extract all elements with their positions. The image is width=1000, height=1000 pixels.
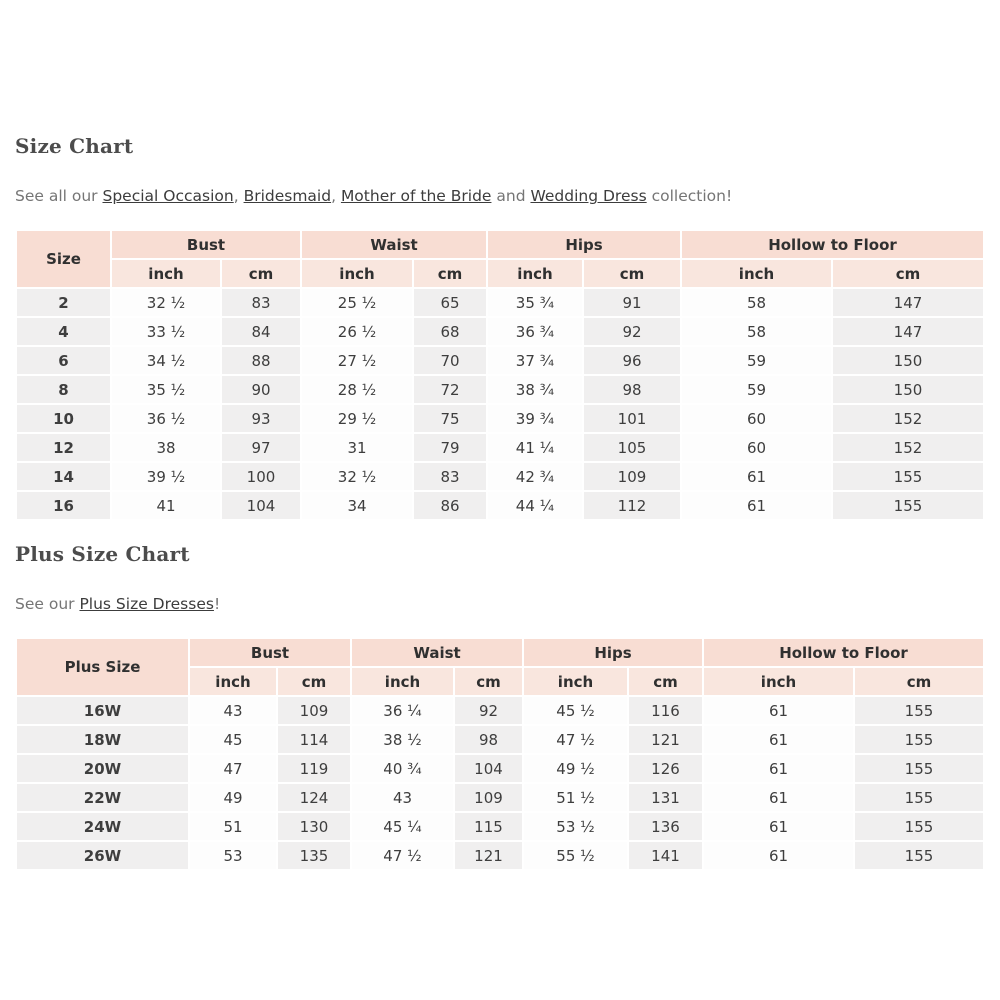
- header-waist-inch: inch: [352, 668, 453, 695]
- measurement-cell: 32 ½: [112, 289, 220, 316]
- table-row: [17, 813, 983, 840]
- measurement-cell: 93: [222, 405, 300, 432]
- measurement-cell: 49: [190, 784, 276, 811]
- header-waist: Waist: [352, 639, 522, 666]
- measurement-cell: 45 ½: [524, 697, 627, 724]
- header-hips: Hips: [488, 231, 680, 258]
- measurement-cell: 61: [682, 463, 831, 490]
- measurement-cell: 38 ¾: [488, 376, 582, 403]
- measurement-cell: 31: [302, 434, 412, 461]
- header-bust-inch: inch: [190, 668, 276, 695]
- header-bust-inch: inch: [112, 260, 220, 287]
- intro-text: collection!: [646, 187, 733, 205]
- measurement-cell: 75: [414, 405, 486, 432]
- measurement-cell: 59: [682, 347, 831, 374]
- header-size: Size: [17, 231, 110, 287]
- header-htf-inch: inch: [682, 260, 831, 287]
- size-chart-table: [15, 229, 985, 521]
- link-mother-of-the-bride[interactable]: Mother of the Bride: [340, 187, 492, 205]
- measurement-cell: 39 ¾: [488, 405, 582, 432]
- header-plus-size: Plus Size: [17, 639, 188, 695]
- measurement-cell: 109: [455, 784, 522, 811]
- measurement-cell: 100: [222, 463, 300, 490]
- header-hips-cm: cm: [629, 668, 702, 695]
- measurement-cell: 155: [833, 492, 983, 519]
- measurement-cell: 119: [278, 755, 350, 782]
- measurement-cell: 51 ½: [524, 784, 627, 811]
- measurement-cell: 98: [584, 376, 680, 403]
- measurement-cell: 45: [190, 726, 276, 753]
- measurement-cell: 72: [414, 376, 486, 403]
- measurement-cell: 53 ½: [524, 813, 627, 840]
- header-htf-cm: cm: [855, 668, 983, 695]
- row-size-label: 14: [17, 463, 110, 490]
- measurement-cell: 114: [278, 726, 350, 753]
- measurement-cell: 61: [704, 842, 853, 869]
- header-htf-cm: cm: [833, 260, 983, 287]
- measurement-cell: 155: [855, 697, 983, 724]
- intro-text: !: [213, 595, 221, 613]
- table-row: [17, 842, 983, 869]
- measurement-cell: 43: [352, 784, 453, 811]
- measurement-cell: 109: [584, 463, 680, 490]
- measurement-cell: 121: [455, 842, 522, 869]
- measurement-cell: 27 ½: [302, 347, 412, 374]
- measurement-cell: 135: [278, 842, 350, 869]
- measurement-cell: 55 ½: [524, 842, 627, 869]
- header-hollow-to-floor: Hollow to Floor: [682, 231, 983, 258]
- header-bust: Bust: [112, 231, 300, 258]
- measurement-cell: 29 ½: [302, 405, 412, 432]
- table-row: [17, 347, 983, 374]
- measurement-cell: 101: [584, 405, 680, 432]
- measurement-cell: 26 ½: [302, 318, 412, 345]
- measurement-cell: 39 ½: [112, 463, 220, 490]
- measurement-cell: 105: [584, 434, 680, 461]
- measurement-cell: 150: [833, 376, 983, 403]
- row-size-label: 20W: [17, 755, 188, 782]
- measurement-cell: 147: [833, 318, 983, 345]
- measurement-cell: 83: [222, 289, 300, 316]
- measurement-cell: 155: [855, 755, 983, 782]
- measurement-cell: 79: [414, 434, 486, 461]
- measurement-cell: 53: [190, 842, 276, 869]
- measurement-cell: 61: [704, 813, 853, 840]
- header-waist-cm: cm: [414, 260, 486, 287]
- measurement-cell: 47 ½: [352, 842, 453, 869]
- measurement-cell: 97: [222, 434, 300, 461]
- measurement-cell: 41 ¼: [488, 434, 582, 461]
- row-size-label: 2: [17, 289, 110, 316]
- measurement-cell: 155: [855, 726, 983, 753]
- link-wedding-dress[interactable]: Wedding Dress: [530, 187, 647, 205]
- row-size-label: 18W: [17, 726, 188, 753]
- row-size-label: 26W: [17, 842, 188, 869]
- table-row: [17, 289, 983, 316]
- table-row: [17, 376, 983, 403]
- measurement-cell: 59: [682, 376, 831, 403]
- measurement-cell: 90: [222, 376, 300, 403]
- measurement-cell: 35 ½: [112, 376, 220, 403]
- measurement-cell: 37 ¾: [488, 347, 582, 374]
- measurement-cell: 131: [629, 784, 702, 811]
- header-hips-inch: inch: [524, 668, 627, 695]
- header-hips-cm: cm: [584, 260, 680, 287]
- measurement-cell: 130: [278, 813, 350, 840]
- intro-text: See our: [15, 595, 80, 613]
- measurement-cell: 155: [855, 784, 983, 811]
- plus-size-chart-intro: [15, 595, 985, 614]
- table-row: [17, 463, 983, 490]
- measurement-cell: 42 ¾: [488, 463, 582, 490]
- measurement-cell: 47 ½: [524, 726, 627, 753]
- table-row: [17, 726, 983, 753]
- measurement-cell: 155: [833, 463, 983, 490]
- table-row: [17, 755, 983, 782]
- measurement-cell: 61: [704, 755, 853, 782]
- measurement-cell: 141: [629, 842, 702, 869]
- measurement-cell: 96: [584, 347, 680, 374]
- link-plus-size-dresses[interactable]: Plus Size Dresses: [79, 595, 214, 613]
- measurement-cell: 61: [704, 726, 853, 753]
- measurement-cell: 88: [222, 347, 300, 374]
- intro-text: ,: [233, 187, 244, 205]
- measurement-cell: 152: [833, 434, 983, 461]
- measurement-cell: 61: [682, 492, 831, 519]
- table-group-header-row: [17, 231, 983, 258]
- measurement-cell: 84: [222, 318, 300, 345]
- measurement-cell: 83: [414, 463, 486, 490]
- measurement-cell: 147: [833, 289, 983, 316]
- measurement-cell: 86: [414, 492, 486, 519]
- header-bust: Bust: [190, 639, 350, 666]
- measurement-cell: 58: [682, 318, 831, 345]
- row-size-label: 16W: [17, 697, 188, 724]
- measurement-cell: 28 ½: [302, 376, 412, 403]
- measurement-cell: 65: [414, 289, 486, 316]
- row-size-label: 4: [17, 318, 110, 345]
- measurement-cell: 155: [855, 842, 983, 869]
- measurement-cell: 36 ¼: [352, 697, 453, 724]
- header-waist-inch: inch: [302, 260, 412, 287]
- measurement-cell: 38 ½: [352, 726, 453, 753]
- measurement-cell: 58: [682, 289, 831, 316]
- measurement-cell: 121: [629, 726, 702, 753]
- header-bust-cm: cm: [278, 668, 350, 695]
- measurement-cell: 36 ½: [112, 405, 220, 432]
- measurement-cell: 44 ¼: [488, 492, 582, 519]
- header-waist: Waist: [302, 231, 486, 258]
- header-waist-cm: cm: [455, 668, 522, 695]
- measurement-cell: 98: [455, 726, 522, 753]
- measurement-cell: 36 ¾: [488, 318, 582, 345]
- measurement-cell: 61: [704, 784, 853, 811]
- measurement-cell: 43: [190, 697, 276, 724]
- measurement-cell: 61: [704, 697, 853, 724]
- measurement-cell: 104: [222, 492, 300, 519]
- measurement-cell: 51: [190, 813, 276, 840]
- header-htf-inch: inch: [704, 668, 853, 695]
- row-size-label: 24W: [17, 813, 188, 840]
- measurement-cell: 92: [584, 318, 680, 345]
- size-chart-heading: Size Chart: [15, 134, 134, 158]
- link-special-occasion[interactable]: Special Occasion: [102, 187, 234, 205]
- measurement-cell: 104: [455, 755, 522, 782]
- measurement-cell: 60: [682, 405, 831, 432]
- header-hips-inch: inch: [488, 260, 582, 287]
- measurement-cell: 33 ½: [112, 318, 220, 345]
- measurement-cell: 34: [302, 492, 412, 519]
- measurement-cell: 49 ½: [524, 755, 627, 782]
- measurement-cell: 152: [833, 405, 983, 432]
- row-size-label: 16: [17, 492, 110, 519]
- row-size-label: 22W: [17, 784, 188, 811]
- measurement-cell: 38: [112, 434, 220, 461]
- measurement-cell: 68: [414, 318, 486, 345]
- measurement-cell: 126: [629, 755, 702, 782]
- measurement-cell: 40 ¾: [352, 755, 453, 782]
- measurement-cell: 150: [833, 347, 983, 374]
- measurement-cell: 92: [455, 697, 522, 724]
- measurement-cell: 112: [584, 492, 680, 519]
- table-group-header-row: [17, 639, 983, 666]
- size-chart-intro: [15, 187, 985, 206]
- header-hollow-to-floor: Hollow to Floor: [704, 639, 983, 666]
- measurement-cell: 124: [278, 784, 350, 811]
- measurement-cell: 45 ¼: [352, 813, 453, 840]
- measurement-cell: 109: [278, 697, 350, 724]
- table-row: [17, 492, 983, 519]
- measurement-cell: 34 ½: [112, 347, 220, 374]
- measurement-cell: 91: [584, 289, 680, 316]
- measurement-cell: 60: [682, 434, 831, 461]
- measurement-cell: 35 ¾: [488, 289, 582, 316]
- measurement-cell: 41: [112, 492, 220, 519]
- row-size-label: 12: [17, 434, 110, 461]
- measurement-cell: 47: [190, 755, 276, 782]
- table-row: [17, 434, 983, 461]
- table-row: [17, 405, 983, 432]
- table-row: [17, 784, 983, 811]
- measurement-cell: 155: [855, 813, 983, 840]
- row-size-label: 6: [17, 347, 110, 374]
- row-size-label: 8: [17, 376, 110, 403]
- measurement-cell: 115: [455, 813, 522, 840]
- table-row: [17, 318, 983, 345]
- header-hips: Hips: [524, 639, 702, 666]
- intro-text: ,: [331, 187, 341, 205]
- intro-text: and: [491, 187, 531, 205]
- row-size-label: 10: [17, 405, 110, 432]
- link-bridesmaid[interactable]: Bridesmaid: [243, 187, 332, 205]
- measurement-cell: 32 ½: [302, 463, 412, 490]
- table-row: [17, 697, 983, 724]
- measurement-cell: 70: [414, 347, 486, 374]
- intro-text: See all our: [15, 187, 103, 205]
- table-unit-header-row: [17, 260, 983, 287]
- header-bust-cm: cm: [222, 260, 300, 287]
- measurement-cell: 116: [629, 697, 702, 724]
- measurement-cell: 136: [629, 813, 702, 840]
- plus-size-chart-table: [15, 637, 985, 871]
- measurement-cell: 25 ½: [302, 289, 412, 316]
- plus-size-chart-heading: Plus Size Chart: [15, 542, 190, 566]
